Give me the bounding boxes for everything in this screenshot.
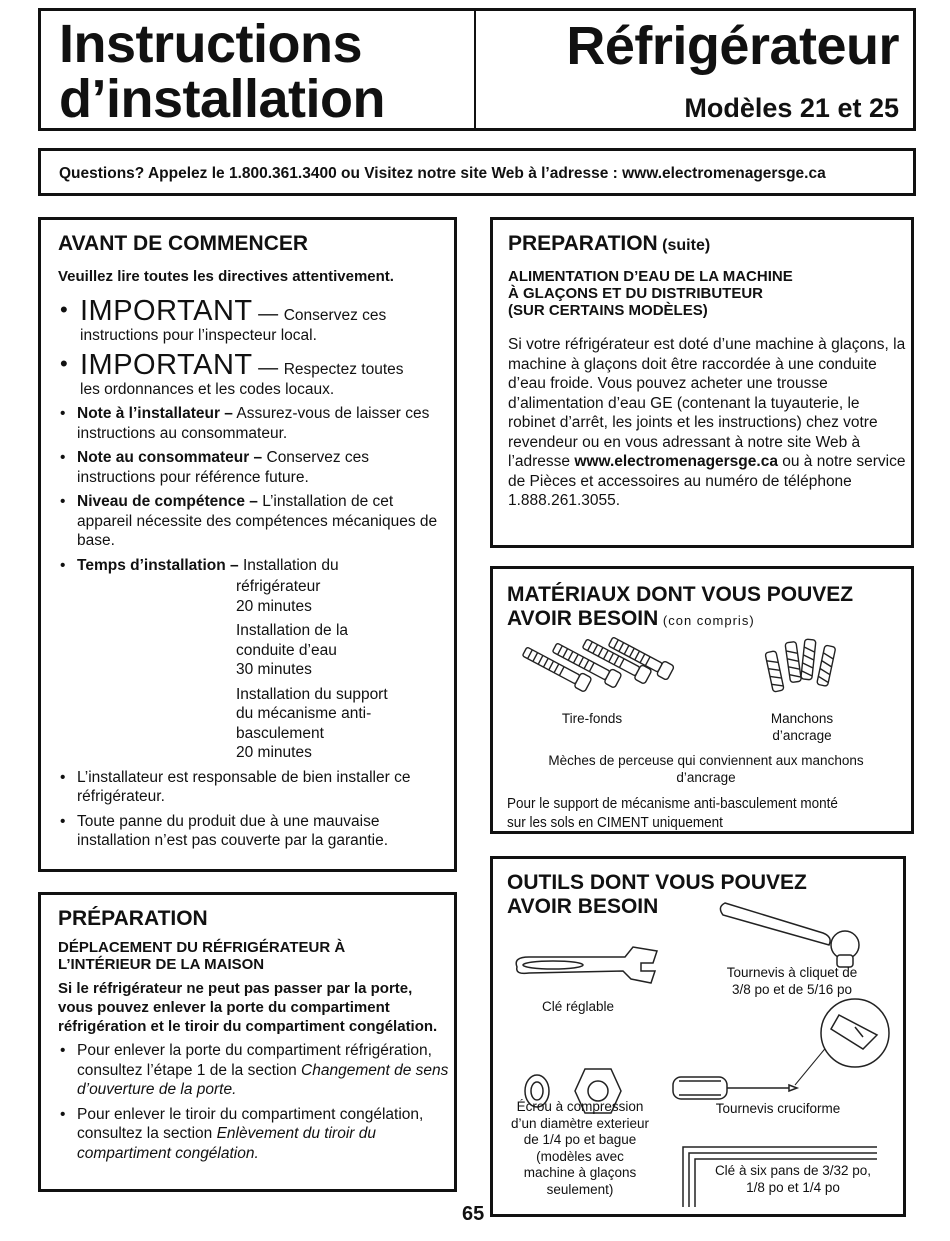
ratchet-icon: [720, 903, 859, 967]
section-title: PRÉPARATION: [58, 907, 208, 930]
section-title: AVANT DE COMMENCER: [58, 232, 309, 255]
list-item: • Note à l’installateur – Assurez-vous de laisser ces instructions au consommateur.: [60, 405, 430, 442]
section-title: PREPARATION (suite): [508, 232, 711, 255]
time-water: Installation de la conduite d’eau 30 minutes: [236, 622, 349, 678]
before-you-begin-section: [38, 217, 457, 872]
time-antitip: Installation du support du mécanisme anti- basculement 20 minutes: [236, 685, 388, 761]
important-note-2: • IMPORTANT — Respectez toutes les ordonnances et les codes locaux.: [60, 349, 404, 398]
list-item: • Note au consommateur – Conservez ces instructions pour référence future.: [60, 449, 370, 486]
anchor-sleeves-label: Manchons d’ancrage: [770, 711, 834, 743]
removal-list: [58, 1041, 450, 1163]
ratchet-label: Tournevis à cliquet de 3/8 po et de 5/16 po: [726, 965, 858, 997]
page-number: 65: [462, 1203, 485, 1225]
website-link: www.electromenagersge.ca: [574, 453, 778, 470]
materials-section: [490, 566, 914, 834]
list-item: • L’installateur est responsable de bien installer ce réfrigérateur.: [60, 768, 411, 805]
list-item: • Pour enlever la porte du compartiment réfrigération, consultez l’étape 1 de la section Changement de sens d’ouverture de la porte.: [60, 1042, 449, 1098]
questions-text: Questions? Appelez le 1.800.361.3400 ou Visitez notre site Web à l’adresse : www.electromenagersge.ca: [59, 165, 826, 182]
important-note-1: • IMPORTANT — Conservez ces instructions pour l’inspecteur local.: [60, 295, 387, 344]
water-supply-text: Si votre réfrigérateur est doté d’une machine à glaçons, la machine à glaçons doit être raccordée à une conduite d’eau froide. Vous pouvez acheter une trousse d’alimentation d’eau GE (contenant la tuyauterie, le robinet d’arrêt, les joints et les instructions) chez votre revendeur ou en vous adressant à notre site Web à l’adresse www.electromenagersge.ca ou à notre service de Pièces et accessoires au numéro de téléphone 1.888.261.3055.: [508, 336, 906, 509]
tools-title: OUTILS DONT VOUS POUVEZ AVOIR BESOIN: [507, 871, 807, 918]
list-item: • Niveau de compétence – L’installation de cet appareil nécessite des compétences mécaniques de base.: [60, 493, 438, 549]
compression-nut-label: Écrou à compression d’un diamètre exterieur de 1/4 po et bague (modèles avec machine à glaçons seulement): [510, 1099, 650, 1197]
phillips-label: Tournevis cruciforme: [715, 1101, 841, 1116]
tools-section: [490, 856, 906, 1217]
intro-text: Veuillez lire toutes les directives attentivement.: [58, 268, 394, 285]
install-times: [236, 577, 450, 763]
header-title-box: [38, 8, 476, 131]
materials-illustration: [507, 637, 905, 707]
preparation-continued-section: [490, 217, 914, 548]
questions-banner: [38, 148, 916, 196]
adjustable-wrench-icon: [516, 947, 657, 983]
materials-labels: [507, 707, 905, 751]
responsibility-list: [58, 768, 450, 851]
wrench-label: Clé réglable: [541, 999, 615, 1014]
drill-bits-label: Mèches de perceuse qui conviennent aux manchons d’ancrage: [548, 753, 864, 785]
notes-list: [58, 404, 450, 575]
hex-key-label: Clé à six pans de 3/32 po, 1/8 po et 1/4 po: [714, 1163, 872, 1195]
preparation-section: [38, 892, 457, 1192]
lag-screws-icon: [521, 637, 675, 692]
anchor-sleeves-icon: [765, 639, 836, 692]
moving-intro: Si le réfrigérateur ne peut pas passer par la porte, vous pouvez enlever la porte du compartiment réfrigération et le tiroir du compartiment congélation.: [58, 980, 438, 1035]
lag-screws-label: Tire-fonds: [561, 711, 623, 726]
models-label: Modèles 21 et 25: [684, 93, 899, 123]
list-item: • Temps d’installation – Installation du: [60, 556, 339, 574]
phillips-screwdriver-icon: [673, 999, 889, 1099]
document-title: Instructions d’installation: [59, 14, 386, 129]
time-fridge: réfrigérateur 20 minutes: [236, 578, 321, 615]
cement-floor-note: Pour le support de mécanisme anti-basculement monté sur les sols en CIMENT uniquement: [507, 795, 838, 831]
moving-heading: DÉPLACEMENT DU RÉFRIGÉRATEUR À L’INTÉRIEUR DE LA MAISON: [58, 939, 346, 973]
section-title: MATÉRIAUX DONT VOUS POUVEZ AVOIR BESOIN (con compris): [507, 583, 854, 630]
header-product-box: [474, 8, 916, 131]
product-name: Réfrigérateur: [566, 16, 899, 76]
water-supply-heading: ALIMENTATION D’EAU DE LA MACHINE À GLAÇONS ET DU DISTRIBUTEUR (SUR CERTAINS MODÈLES): [508, 268, 793, 319]
list-item: • Pour enlever le tiroir du compartiment congélation, consultez la section Enlèvement du tiroir du compartiment congélation.: [60, 1105, 424, 1162]
list-item: • Toute panne du produit due à une mauvaise installation n’est pas couverte par la garantie.: [60, 812, 389, 849]
